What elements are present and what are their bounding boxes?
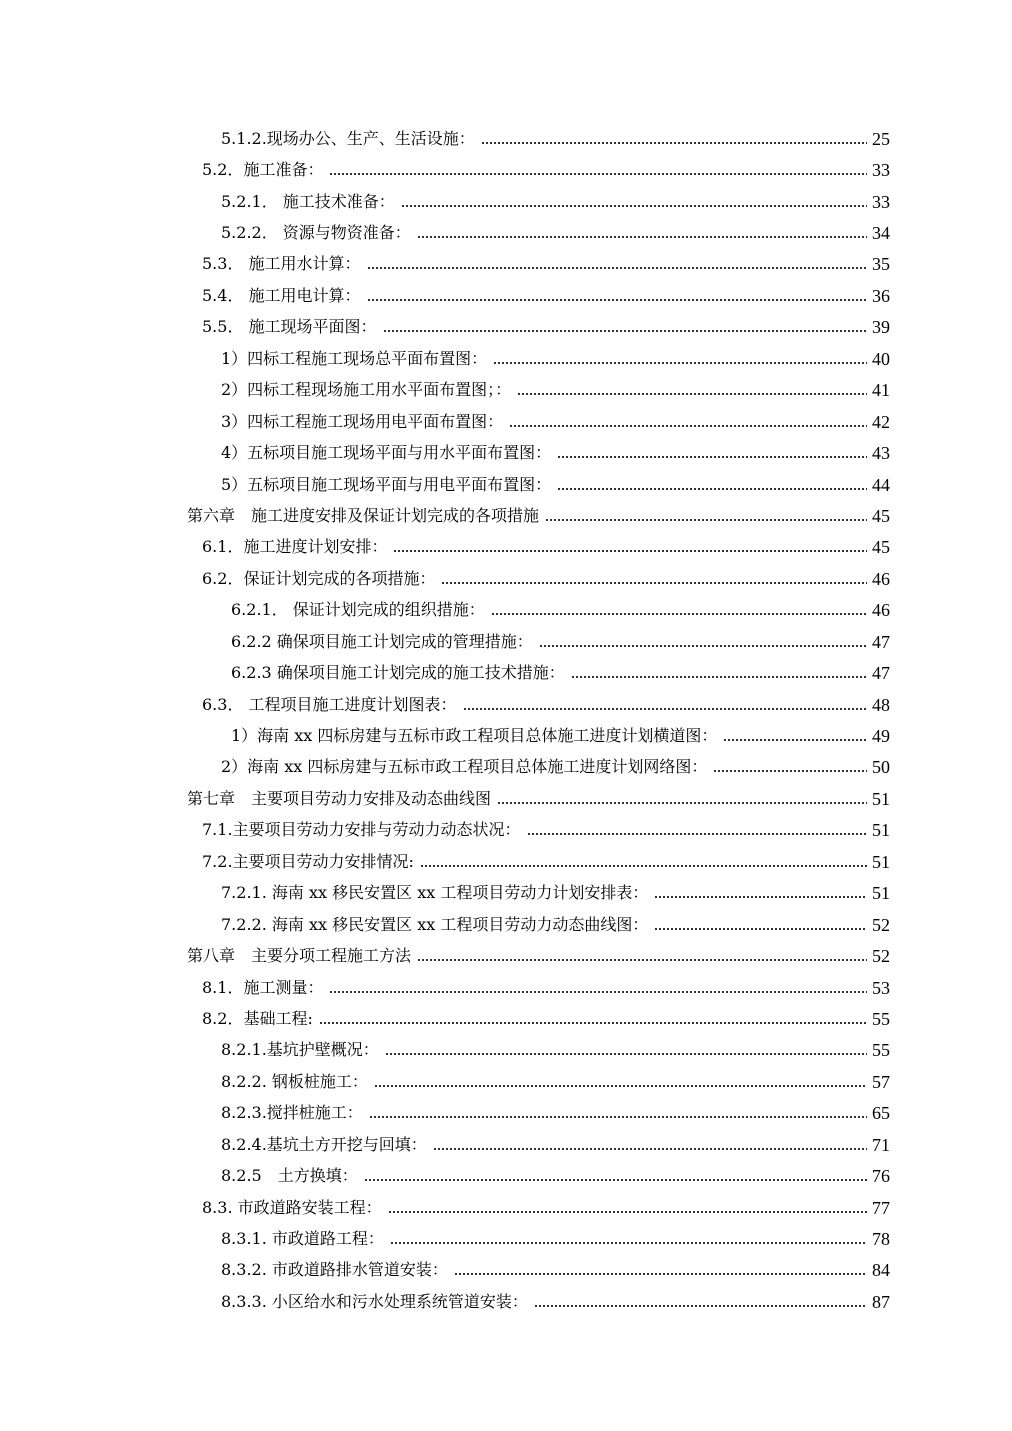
toc-entry[interactable] [0,720,1012,751]
toc-entry[interactable] [0,1035,1012,1066]
toc-page-number: 46 [872,568,890,589]
toc-entry[interactable] [0,689,1012,720]
toc-page-number: 84 [872,1260,890,1281]
toc-entry-title: 1）海南 xx 四标房建与五标市政工程项目总体施工进度计划横道图： [231,726,718,746]
toc-page-number: 47 [872,631,890,652]
toc-entry-title: 7.2.1. 海南 xx 移民安置区 xx 工程项目劳动力计划安排表： [221,883,649,903]
toc-entry[interactable] [0,469,1012,500]
toc-dot-leader [367,267,867,269]
toc-dot-leader [723,739,867,741]
toc-entry-title: 8.3.3. 小区给水和污水处理系统管道安装： [221,1291,528,1311]
toc-dot-leader [385,1053,867,1055]
toc-dot-leader [654,896,867,898]
toc-entry-title: 第七章 主要项目劳动力安排及动态曲线图 [187,788,492,808]
toc-entry-title: 5.1.2.现场办公、生产、生活设施： [221,128,475,148]
toc-entry[interactable] [0,815,1012,846]
toc-dot-leader [329,991,867,993]
toc-entry-title: 2）四标工程现场施工用水平面布置图；： [221,380,512,400]
toc-dot-leader [527,833,867,835]
toc-dot-leader [388,1211,867,1213]
toc-entry[interactable] [0,626,1012,657]
toc-entry-title: 8.2．基础工程: [202,1008,313,1028]
toc-entry[interactable] [0,595,1012,626]
toc-page-number: 45 [872,537,890,558]
toc-entry-title: 8.1．施工测量： [202,977,324,997]
toc-dot-leader [491,613,867,615]
toc-entry-title: 6.1．施工进度计划安排： [202,537,388,557]
toc-entry-title: 4）五标项目施工现场平面与用水平面布置图： [221,443,552,463]
toc-entry[interactable] [0,249,1012,280]
toc-entry-title: 7.2.2. 海南 xx 移民安置区 xx 工程项目劳动力动态曲线图： [221,914,649,934]
toc-dot-leader [463,708,867,710]
toc-entry[interactable] [0,343,1012,374]
toc-entry-title: 8.2.1.基坑护壁概况： [221,1040,379,1060]
toc-dot-leader [545,519,867,521]
toc-page-number: 41 [872,380,890,401]
toc-page-number: 48 [872,694,890,715]
toc-entry[interactable] [0,878,1012,909]
toc-dot-leader [454,1273,867,1275]
toc-dot-leader [417,959,867,961]
toc-entry-title: 8.2.4.基坑土方开挖与回填： [221,1134,427,1154]
toc-entry-title: 第六章 施工进度安排及保证计划完成的各项措施 [187,505,540,525]
toc-page-number: 55 [872,1008,890,1029]
toc-dot-leader [383,330,867,332]
toc-page-number: 52 [872,946,890,967]
toc-entry[interactable] [0,375,1012,406]
toc-dot-leader [654,928,867,930]
toc-dot-leader [390,1242,867,1244]
toc-entry[interactable] [0,217,1012,248]
toc-page-number: 33 [872,191,890,212]
toc-page-number: 65 [872,1103,890,1124]
toc-page-number: 49 [872,726,890,747]
toc-dot-leader [557,488,867,490]
toc-page-number: 36 [872,285,890,306]
toc-entry[interactable] [0,1129,1012,1160]
toc-entry[interactable] [0,1255,1012,1286]
toc-entry[interactable] [0,312,1012,343]
toc-dot-leader [369,1116,867,1118]
toc-page-number: 45 [872,505,890,526]
toc-entry[interactable] [0,1003,1012,1034]
toc-dot-leader [539,645,867,647]
toc-dot-leader [441,582,867,584]
toc-page-number: 44 [872,474,890,495]
toc-entry[interactable] [0,186,1012,217]
toc-page-number: 52 [872,914,890,935]
toc-entry[interactable] [0,1223,1012,1254]
toc-dot-leader [497,802,867,804]
toc-entry[interactable] [0,1286,1012,1317]
toc-entry-title: 8.3.1. 市政道路工程： [221,1229,384,1249]
table-of-contents [0,123,1012,1318]
toc-dot-leader [517,393,867,395]
toc-entry-title: 5.3． 施工用水计算： [202,254,361,274]
toc-dot-leader [319,1022,867,1024]
toc-page-number: 77 [872,1197,890,1218]
toc-dot-leader [571,676,867,678]
toc-page-number: 40 [872,348,890,369]
toc-entry-title: 5.2．施工准备： [202,160,324,180]
toc-entry-title: 6.2.1． 保证计划完成的组织措施： [231,600,485,620]
toc-entry-title: 6.2．保证计划完成的各项措施： [202,568,436,588]
toc-dot-leader [374,1085,867,1087]
toc-page-number: 47 [872,663,890,684]
toc-page-number: 76 [872,1166,890,1187]
toc-dot-leader [534,1305,867,1307]
toc-entry[interactable] [0,280,1012,311]
toc-entry[interactable] [0,1192,1012,1223]
toc-entry-title: 5.2.2． 资源与物资准备： [221,223,411,243]
toc-entry[interactable] [0,563,1012,594]
toc-dot-leader [481,142,867,144]
toc-page-number: 50 [872,757,890,778]
toc-page-number: 57 [872,1071,890,1092]
toc-dot-leader [557,456,867,458]
toc-page-number: 55 [872,1040,890,1061]
toc-entry[interactable] [0,752,1012,783]
toc-entry[interactable] [0,1098,1012,1129]
toc-entry-title: 6.2.3 确保项目施工计划完成的施工技术措施： [231,663,565,683]
toc-dot-leader [420,865,867,867]
toc-entry-title: 6.2.2 确保项目施工计划完成的管理措施： [231,631,533,651]
toc-entry[interactable] [0,1066,1012,1097]
toc-page-number: 46 [872,600,890,621]
toc-page-number: 51 [872,883,890,904]
toc-entry[interactable] [0,154,1012,185]
toc-entry[interactable] [0,846,1012,877]
toc-page-number: 34 [872,223,890,244]
toc-entry-title: 7.2.主要项目劳动力安排情况: [202,851,414,871]
toc-entry-title: 8.3.2. 市政道路排水管道安装： [221,1260,448,1280]
toc-entry[interactable] [0,909,1012,940]
toc-entry-title: 1）四标工程施工现场总平面布置图： [221,348,488,368]
toc-entry[interactable] [0,972,1012,1003]
toc-dot-leader [393,550,867,552]
toc-entry-title: 8.2.3.搅拌桩施工： [221,1103,363,1123]
toc-dot-leader [493,362,867,364]
toc-entry[interactable] [0,940,1012,971]
toc-dot-leader [417,236,867,238]
toc-page-number: 71 [872,1134,890,1155]
toc-dot-leader [367,299,867,301]
toc-entry-title: 5.2.1． 施工技术准备： [221,191,395,211]
toc-dot-leader [713,770,867,772]
toc-entry-title: 8.2.5 土方换填： [221,1166,358,1186]
toc-dot-leader [329,173,867,175]
toc-page-number: 25 [872,128,890,149]
toc-entry[interactable] [0,783,1012,814]
toc-entry[interactable] [0,532,1012,563]
toc-page-number: 51 [872,851,890,872]
toc-dot-leader [364,1179,867,1181]
toc-page-number: 43 [872,443,890,464]
toc-entry-title: 5）五标项目施工现场平面与用电平面布置图： [221,474,552,494]
toc-page-number: 51 [872,788,890,809]
toc-entry-title: 8.3. 市政道路安装工程： [202,1197,382,1217]
toc-page-number: 51 [872,820,890,841]
toc-page-number: 87 [872,1291,890,1312]
toc-entry-title: 2）海南 xx 四标房建与五标市政工程项目总体施工进度计划网络图： [221,757,708,777]
toc-entry-title: 第八章 主要分项工程施工方法 [187,946,412,966]
toc-page-number: 33 [872,160,890,181]
toc-entry-title: 8.2.2. 钢板桩施工： [221,1071,368,1091]
toc-entry-title: 6.3． 工程项目施工进度计划图表： [202,694,457,714]
toc-entry-title: 5.5． 施工现场平面图： [202,317,377,337]
toc-page-number: 39 [872,317,890,338]
toc-entry[interactable] [0,437,1012,468]
toc-entry-title: 5.4． 施工用电计算： [202,285,361,305]
toc-entry-title: 7.1.主要项目劳动力安排与劳动力动态状况： [202,820,521,840]
toc-page-number: 78 [872,1229,890,1250]
toc-entry[interactable] [0,406,1012,437]
toc-entry[interactable] [0,657,1012,688]
toc-dot-leader [509,425,867,427]
toc-entry-title: 3）四标工程施工现场用电平面布置图： [221,411,504,431]
toc-entry[interactable] [0,123,1012,154]
toc-dot-leader [401,205,867,207]
toc-entry[interactable] [0,1160,1012,1191]
toc-page-number: 53 [872,977,890,998]
toc-entry[interactable] [0,500,1012,531]
toc-page-number: 42 [872,411,890,432]
toc-dot-leader [433,1148,867,1150]
toc-page-number: 35 [872,254,890,275]
